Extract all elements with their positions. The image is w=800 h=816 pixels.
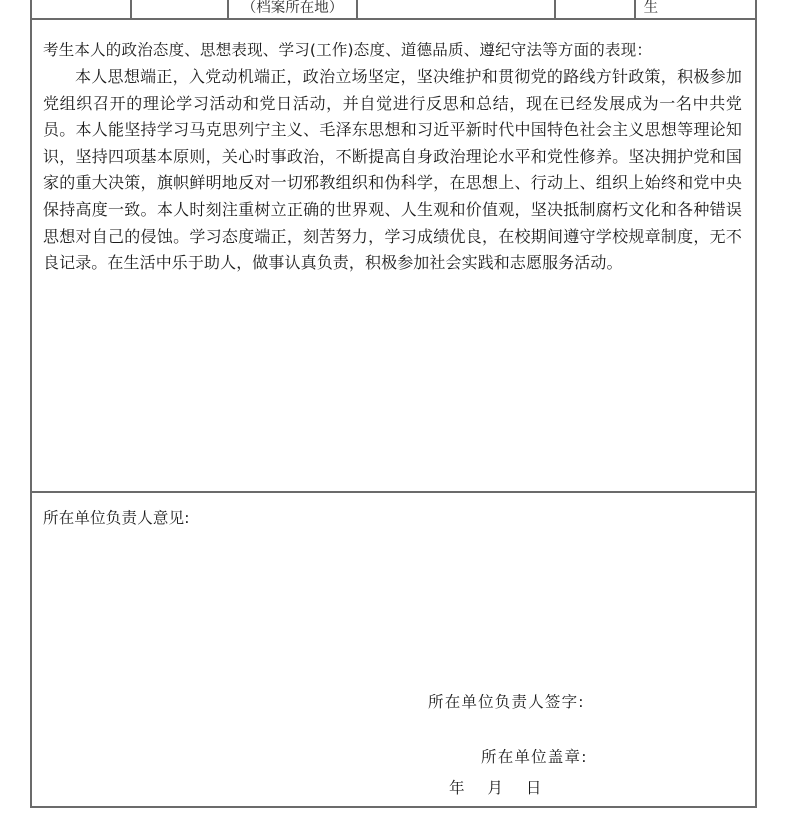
table-cell-archive-location: （档案所在地） [229, 0, 358, 18]
candidate-opinion-box [30, 20, 757, 493]
table-cell-blank-2 [132, 0, 228, 18]
candidate-opinion-body: 本人思想端正，入党动机端正，政治立场坚定，坚决维护和贯彻党的路线方针政策，积极参加党组织召开的理论学习活动和党日活动，并自觉进行反思和总结，现在已经发展成为一名中共党员。本人能坚持学习马克思列宁主义、毛泽东思想和习近平新时代中国特色社会主义思想等理论知识，坚持四项基本原则，关心时事政治，不断提高自身政治理论水平和党性修养。坚决拥护党和国家的重大决策，旗帜鲜明地反对一切邪教组织和伪科学，在思想上、行动上、组织上始终和党中央保持高度一致。本人时刻注重树立正确的世界观、人生观和价值观，坚决抵制腐朽文化和各种错误思想对自己的侵蚀。学习态度端正，刻苦努力，学习成绩优良，在校期间遵守学校规章制度，无不良记录。在生活中乐于助人，做事认真负责，积极参加社会实践和志愿服务活动。 [43, 67, 742, 273]
unit-opinion-heading: 所在单位负责人意见: [43, 509, 190, 527]
top-table-row [30, 0, 757, 20]
signature-block [32, 690, 755, 798]
table-cell-blank-4 [556, 0, 636, 18]
unit-stamp-label: 所在单位盖章: [481, 748, 588, 766]
candidate-opinion-heading: 考生本人的政治态度、思想表现、学习(工作)态度、道德品质、遵纪守法等方面的表现： [43, 41, 653, 59]
table-cell-student: 生 [643, 0, 659, 17]
signature-date-label: 年 月 日 [449, 779, 551, 797]
table-cell-blank-3 [358, 0, 556, 18]
unit-head-signature-label: 所在单位负责人签字: [428, 693, 585, 711]
table-cell-blank-1 [32, 0, 132, 18]
unit-opinion-box [30, 493, 757, 808]
